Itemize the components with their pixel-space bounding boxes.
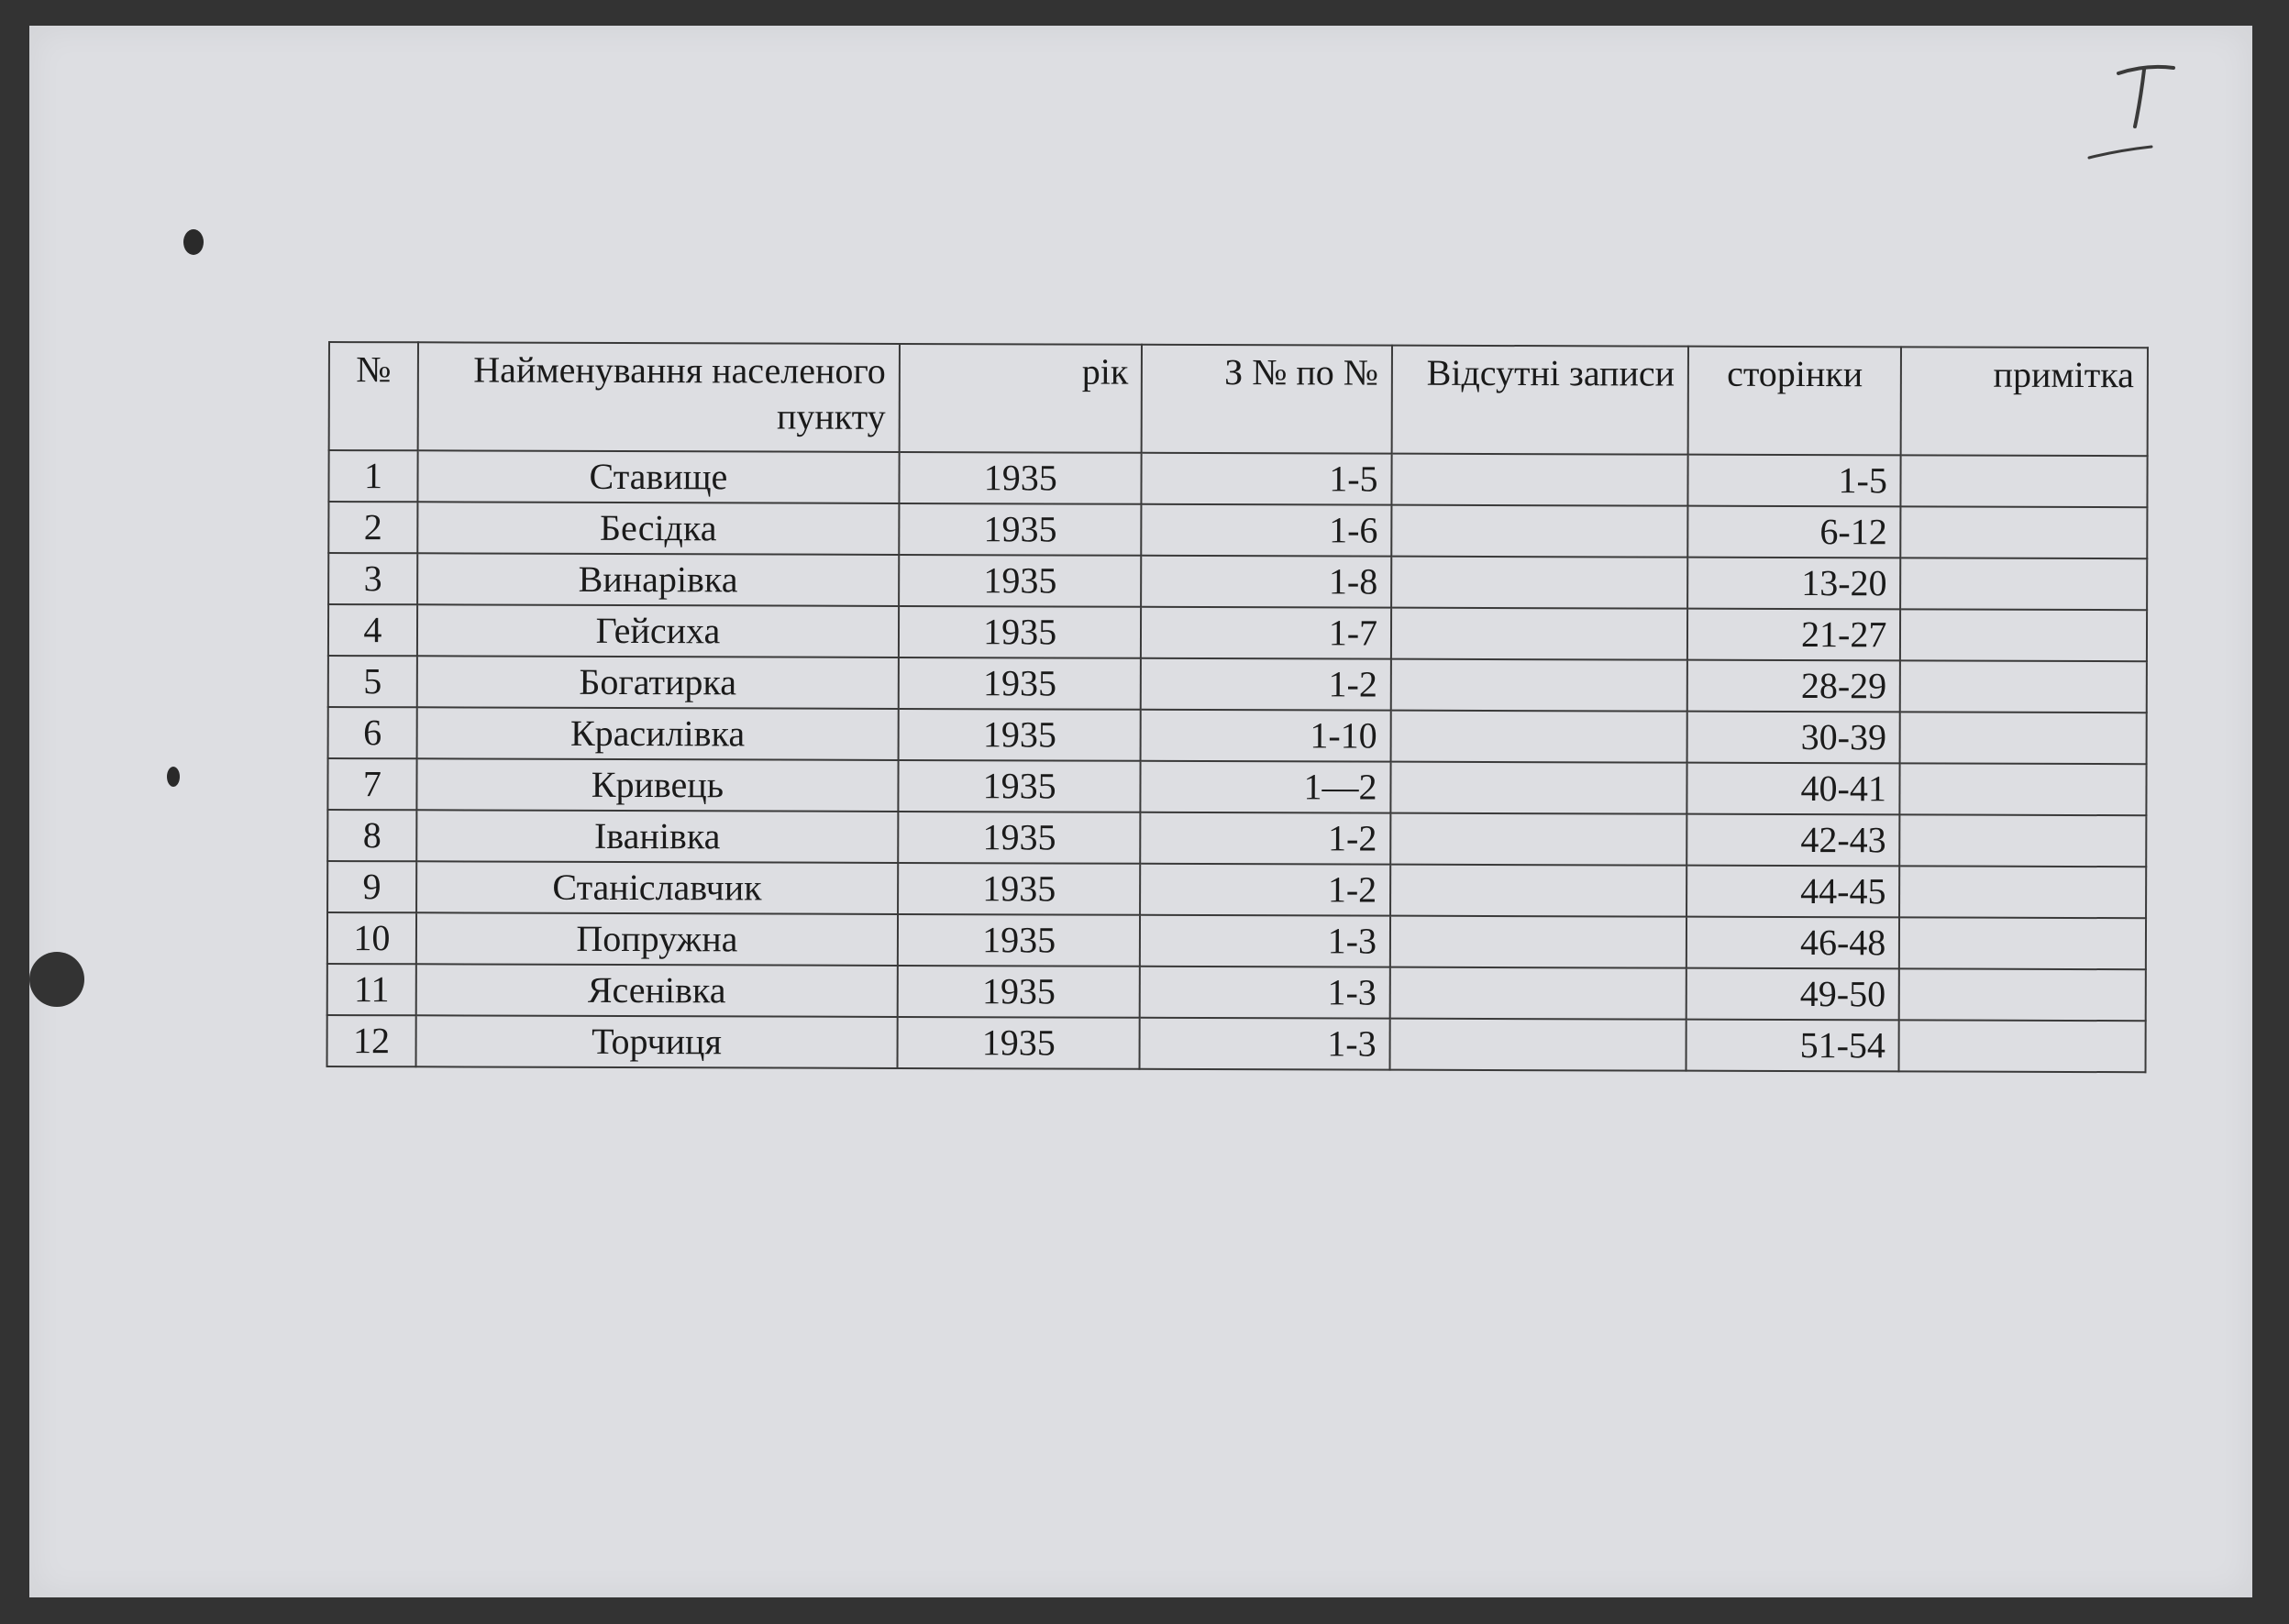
cell-num: 1 [328, 450, 417, 502]
cell-name: Красилівка [416, 707, 898, 760]
cell-missing [1391, 608, 1687, 660]
cell-year: 1935 [899, 503, 1142, 556]
cell-num: 7 [327, 758, 416, 810]
table-row [328, 656, 2147, 713]
cell-num: 9 [327, 861, 416, 912]
table-row [327, 810, 2146, 867]
header-name: Найменування населеного пункту [418, 342, 900, 452]
header-pages: сторінки [1688, 347, 1902, 456]
cell-missing [1390, 813, 1686, 866]
cell-range: 1-10 [1141, 710, 1391, 762]
cell-num: 6 [328, 707, 417, 758]
handwritten-mark-icon [2082, 55, 2192, 174]
cell-year: 1935 [899, 657, 1142, 710]
cell-year: 1935 [898, 863, 1141, 915]
cell-pages: 40-41 [1687, 763, 1900, 815]
cell-note [1900, 814, 2147, 867]
cell-name: Кривець [416, 758, 898, 812]
cell-range: 1-3 [1140, 1018, 1390, 1070]
cell-range: 1-7 [1141, 607, 1391, 659]
cell-range: 1-3 [1140, 915, 1390, 967]
table-row [327, 964, 2146, 1021]
cell-note [1899, 917, 2146, 969]
cell-name: Винарівка [417, 553, 899, 606]
cell-note [1900, 609, 2147, 661]
cell-range: 1-2 [1141, 864, 1391, 916]
table-row [327, 1015, 2146, 1072]
page-speck [183, 229, 204, 255]
cell-num: 12 [327, 1015, 416, 1066]
cell-year: 1935 [898, 966, 1141, 1018]
cell-pages: 30-39 [1687, 712, 1900, 764]
cell-range: 1-2 [1141, 658, 1391, 711]
cell-note [1900, 660, 2147, 713]
table-row [327, 861, 2146, 918]
table-row [328, 553, 2147, 610]
cell-num: 10 [327, 912, 416, 964]
cell-name: Ясенівка [416, 964, 898, 1017]
cell-note [1900, 558, 2147, 610]
cell-name: Станіславчик [416, 861, 898, 914]
table-row [328, 502, 2147, 558]
cell-pages: 21-27 [1687, 609, 1900, 661]
cell-name: Гейсиха [417, 604, 899, 657]
cell-num: 8 [327, 810, 416, 861]
cell-year: 1935 [899, 606, 1142, 658]
cell-range: 1-8 [1142, 556, 1392, 608]
cell-pages: 49-50 [1686, 968, 1899, 1021]
table-row [328, 707, 2147, 764]
cell-missing [1391, 505, 1687, 558]
cell-year: 1935 [897, 1017, 1140, 1069]
cell-year: 1935 [899, 452, 1142, 504]
cell-pages: 44-45 [1686, 866, 1899, 918]
header-num: № [329, 342, 418, 450]
cell-missing [1390, 916, 1686, 968]
cell-note [1901, 455, 2148, 507]
cell-name: Іванівка [416, 810, 898, 863]
cell-missing [1390, 1019, 1686, 1071]
cell-range: 1-5 [1142, 453, 1392, 505]
cell-missing [1390, 762, 1686, 814]
cell-pages: 1-5 [1688, 455, 1901, 507]
cell-note [1901, 506, 2148, 558]
table-header-row [329, 342, 2148, 456]
cell-missing [1391, 557, 1687, 609]
cell-num: 4 [328, 604, 417, 656]
cell-range: 1-6 [1142, 504, 1392, 557]
cell-year: 1935 [899, 555, 1142, 607]
cell-pages: 46-48 [1686, 917, 1899, 969]
cell-num: 5 [328, 656, 417, 707]
cell-num: 11 [327, 964, 416, 1015]
page-speck [167, 767, 180, 787]
cell-pages: 28-29 [1687, 660, 1900, 713]
handwritten-corner-mark [2082, 55, 2192, 174]
cell-range: 1-3 [1140, 967, 1390, 1019]
header-missing: Відсутні записи [1392, 346, 1688, 455]
cell-range: 1—2 [1141, 761, 1391, 813]
header-range: З № по № [1142, 345, 1392, 454]
cell-pages: 51-54 [1686, 1020, 1899, 1072]
table-row [327, 758, 2146, 815]
cell-missing [1391, 659, 1687, 712]
cell-name: Торчиця [415, 1015, 897, 1068]
cell-missing [1390, 865, 1686, 917]
table-row [328, 450, 2147, 507]
table-row [327, 912, 2146, 969]
cell-pages: 13-20 [1687, 558, 1900, 610]
table-body [327, 450, 2148, 1072]
cell-name: Попружна [416, 912, 898, 966]
cell-year: 1935 [899, 709, 1142, 761]
cell-missing [1391, 711, 1687, 763]
cell-year: 1935 [898, 812, 1141, 864]
cell-note [1899, 866, 2146, 918]
cell-name: Богатирка [417, 656, 899, 709]
settlements-table [326, 341, 2149, 1073]
cell-name: Бесідка [417, 502, 899, 555]
cell-name: Ставище [417, 450, 899, 503]
header-year: рік [900, 344, 1143, 453]
cell-note [1900, 712, 2147, 764]
header-note: примітка [1901, 347, 2148, 456]
cell-pages: 42-43 [1686, 814, 1899, 867]
cell-note [1900, 763, 2147, 815]
cell-year: 1935 [898, 914, 1141, 967]
cell-note [1899, 1020, 2146, 1072]
cell-missing [1392, 454, 1688, 506]
table-row [328, 604, 2147, 661]
cell-missing [1390, 967, 1686, 1020]
cell-num: 3 [328, 553, 417, 604]
cell-pages: 6-12 [1687, 506, 1900, 558]
cell-num: 2 [328, 502, 417, 553]
cell-note [1899, 968, 2146, 1021]
cell-range: 1-2 [1141, 812, 1391, 865]
torn-corner [29, 952, 84, 1007]
cell-year: 1935 [898, 760, 1141, 812]
